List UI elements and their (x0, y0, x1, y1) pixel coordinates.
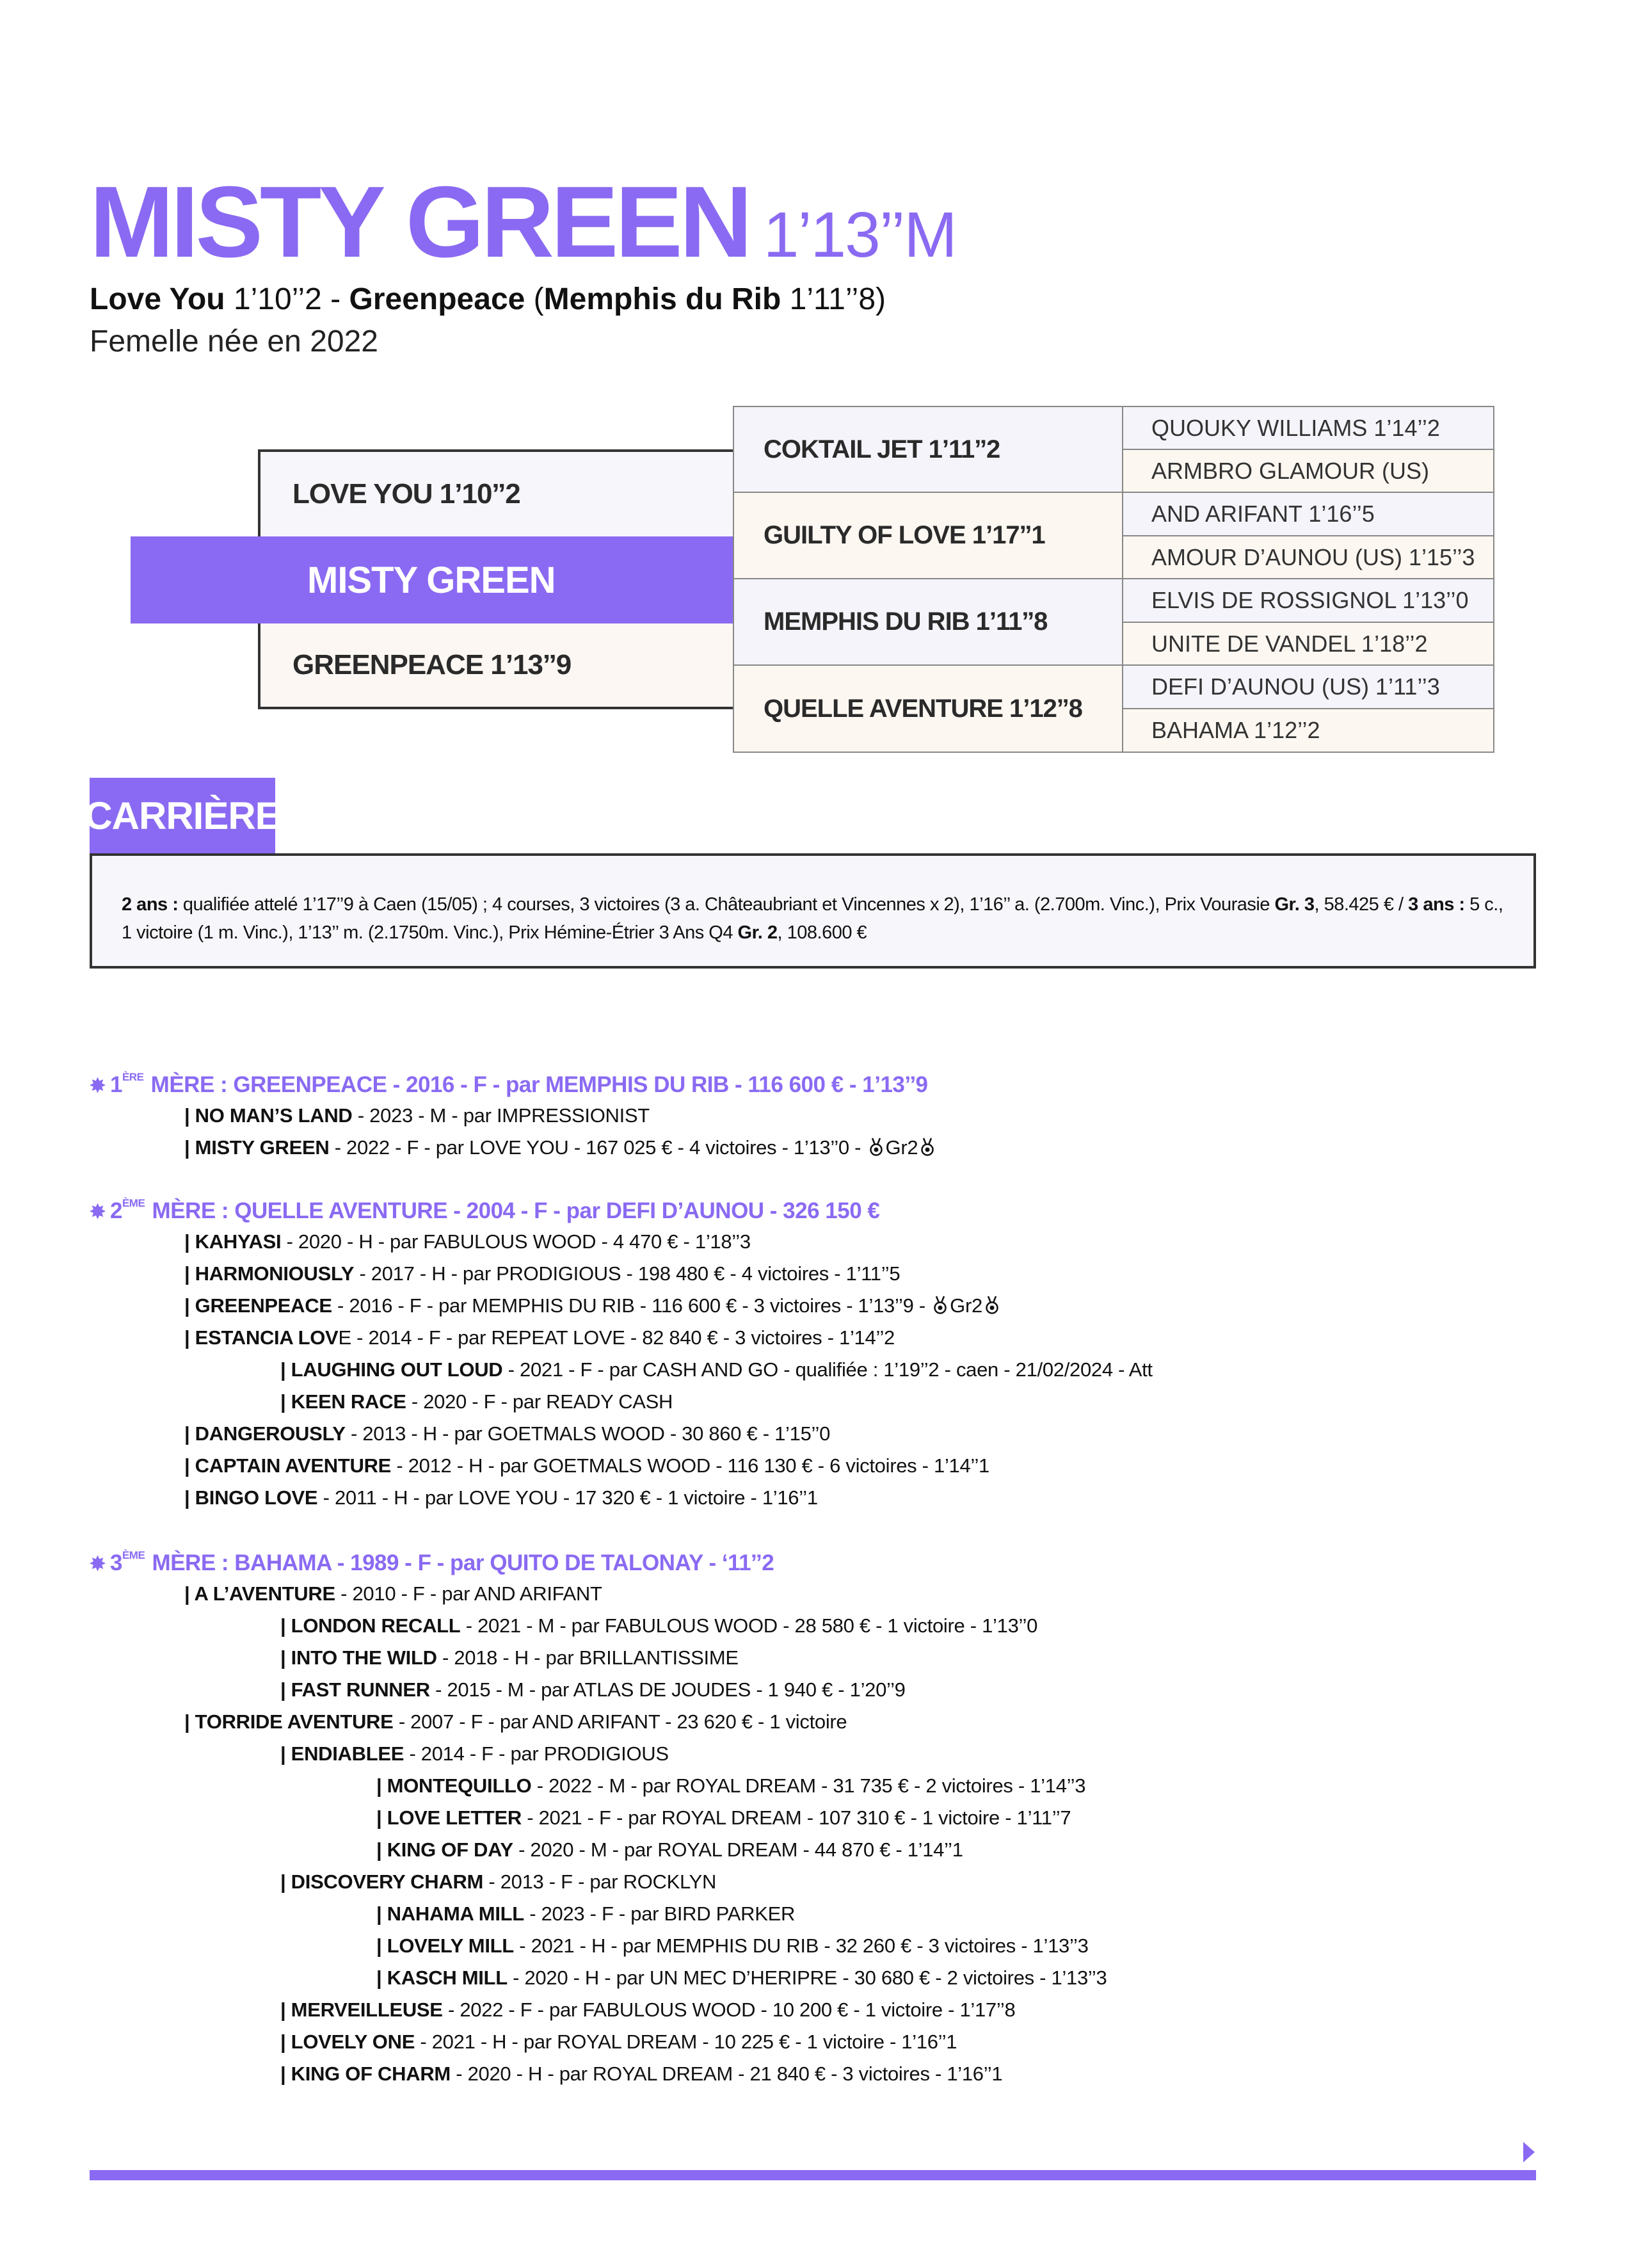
grandparent-3: MEMPHIS DU RIB 1’11’’8 (733, 579, 1123, 665)
great-grandparent-7: DEFI D’AUNOU (US) 1’11’’3 (1123, 665, 1494, 709)
offspring-name: | MONTEQUILLO (376, 1774, 532, 1797)
pedigree-sire: LOVE YOU 1’10’’2 (258, 449, 733, 536)
dam-rank-suffix: ÈME (122, 1549, 145, 1561)
offspring-details: - 2020 - H - par FABULOUS WOOD - 4 470 € - 1’18’’3 (281, 1230, 751, 1253)
career-age-3: 3 ans : (1408, 894, 1465, 915)
offspring-line (280, 1742, 669, 1765)
offspring-name: | LONDON RECALL (280, 1614, 461, 1637)
offspring-line (280, 2031, 957, 2054)
footer-bar (90, 2170, 1536, 2180)
offspring-name: | FAST RUNNER (280, 1678, 430, 1701)
career-grade: Gr. 2 (737, 922, 778, 943)
offspring-line (280, 1870, 716, 1894)
great-grandparent-5: ELVIS DE ROSSIGNOL 1’13’’0 (1123, 579, 1494, 622)
offspring-line (280, 1614, 1037, 1637)
offspring-line (280, 1678, 906, 1701)
great-grandparent-6: UNITE DE VANDEL 1’18’’2 (1123, 622, 1494, 665)
next-page-arrow-icon[interactable] (1523, 2142, 1535, 2162)
offspring-line (184, 1262, 900, 1285)
dam-heading-text: MÈRE : QUELLE AVENTURE - 2004 - F - par DEFI D’AUNOU - 326 150 € (146, 1198, 880, 1223)
offspring-name: | LAUGHING OUT LOUD (280, 1358, 503, 1381)
star-bullet-icon: ✸ (90, 1202, 106, 1223)
offspring-details: - 2020 - H - par ROYAL DREAM - 21 840 € - 3 victoires - 1’16’’1 (450, 2063, 1003, 2085)
offspring-name: | BINGO LOVE (184, 1486, 318, 1509)
offspring-line (184, 1326, 895, 1349)
career-text: , 58.425 € / (1314, 894, 1409, 915)
second-dam-heading (90, 1198, 879, 1224)
offspring-line (280, 1646, 739, 1669)
offspring-name: | LOVELY ONE (280, 2031, 415, 2053)
offspring-line (184, 1136, 937, 1159)
sire-record: 1’10’’2 (233, 282, 322, 316)
career-text: qualifiée attelé 1’17’’9 à Caen (15/05) ; 4 courses, 3 victoires (3 a. Châteaubriant et Vincennes x 2), 1’16’’ a. (2.700m. Vinc.), Prix Vourasie (178, 894, 1275, 915)
dam-sire-record: 1’11’’8 (789, 282, 876, 316)
offspring-details: - 2020 - M - par ROYAL DREAM - 44 870 € - 1’14’’1 (513, 1838, 963, 1861)
career-section-title: CARRIÈRE (90, 778, 275, 853)
pedigree-horse: MISTY GREEN (131, 536, 733, 623)
offspring-name: | DISCOVERY CHARM (280, 1870, 484, 1893)
offspring-name: | CAPTAIN AVENTURE (184, 1454, 392, 1477)
third-dam-heading (90, 1550, 774, 1576)
offspring-line (280, 1999, 1015, 2022)
offspring-name: | NO MAN’S LAND (184, 1104, 353, 1127)
offspring-line (376, 1774, 1085, 1798)
great-grandparent-8: BAHAMA 1’12’’2 (1123, 709, 1494, 752)
career-text: 1 victoire (1 m. Vinc.), 1’13’’ m. (2.1750m. Vinc.), Prix Hémine-Étrier 3 Ans Q4 (122, 922, 738, 943)
horse-title (90, 166, 956, 278)
dam-rank: 2 (110, 1198, 122, 1223)
first-dam-heading (90, 1072, 928, 1098)
dam-heading-text: MÈRE : GREENPEACE - 2016 - F - par MEMPHIS DU RIB - 116 600 € - 1’13’’9 (145, 1072, 928, 1097)
career-summary (90, 853, 1536, 969)
offspring-details: - 2022 - F - par FABULOUS WOOD - 10 200 € - 1 victoire - 1’17’’8 (442, 1999, 1016, 2021)
offspring-line (184, 1710, 847, 1733)
sire-name: Love You (90, 282, 225, 316)
offspring-name: | MISTY GREEN (184, 1136, 330, 1159)
group-grade: Gr2 (950, 1294, 982, 1317)
offspring-name: | A L’AVENTURE (184, 1582, 335, 1605)
offspring-details: - 2023 - F - par BIRD PARKER (524, 1902, 796, 1925)
offspring-line (280, 1358, 1153, 1381)
offspring-details: - 2007 - F - par AND ARIFANT - 23 620 € - 1 victoire (393, 1710, 847, 1733)
birth-info: Femelle née en 2022 (90, 325, 378, 358)
offspring-name: | KING OF DAY (376, 1838, 513, 1861)
offspring-details: - 2020 - H - par UN MEC D’HERIPRE - 30 680 € - 2 victoires - 1’13’’3 (507, 1966, 1107, 1989)
offspring-line (184, 1454, 989, 1477)
offspring-details: - 2020 - F - par READY CASH (406, 1390, 673, 1413)
pedigree-ancestors-table (733, 406, 1494, 753)
great-grandparent-4: AMOUR D’AUNOU (US) 1’15’’3 (1123, 536, 1494, 579)
offspring-details: E - 2014 - F - par REPEAT LOVE - 82 840 € - 3 victoires - 1’14’’2 (338, 1326, 895, 1349)
offspring-name: | ENDIABLEE (280, 1742, 404, 1765)
offspring-name: | ESTANCIA LOV (184, 1326, 339, 1349)
offspring-name: | LOVELY MILL (376, 1934, 514, 1957)
group-grade: Gr2 (885, 1136, 918, 1159)
horse-record: 1’13’’M (763, 199, 956, 271)
parentage-line: Love You 1’10’’2 - Greenpeace (Memphis du Rib 1’11’’8) (90, 282, 886, 316)
offspring-line (184, 1294, 1002, 1317)
dam-rank-suffix: ÈRE (122, 1071, 144, 1083)
offspring-name: | DANGEROUSLY (184, 1422, 346, 1445)
offspring-details: - 2018 - H - par BRILLANTISSIME (436, 1646, 739, 1669)
offspring-details: - 2021 - F - par ROYAL DREAM - 107 310 € - 1 victoire - 1’11’’7 (521, 1806, 1071, 1829)
medal-icon (931, 1296, 950, 1315)
offspring-line (376, 1902, 795, 1926)
offspring-line (280, 2063, 1002, 2086)
star-bullet-icon: ✸ (90, 1075, 106, 1097)
offspring-line (376, 1806, 1071, 1830)
star-bullet-icon: ✸ (90, 1554, 106, 1575)
horse-name: MISTY GREEN (90, 166, 749, 278)
offspring-name: | TORRIDE AVENTURE (184, 1710, 394, 1733)
medal-icon (982, 1296, 1002, 1315)
offspring-details: - 2021 - F - par CASH AND GO - qualifiée : 1’19’’2 - caen - 21/02/2024 - Att (502, 1358, 1153, 1381)
offspring-details: - 2021 - M - par FABULOUS WOOD - 28 580 € - 1 victoire - 1’13’’0 (460, 1614, 1038, 1637)
offspring-details: - 2016 - F - par MEMPHIS DU RIB - 116 600 € - 3 victoires - 1’13’’9 - (332, 1294, 931, 1317)
career-text: 5 c., (1464, 894, 1503, 915)
great-grandparent-3: AND ARIFANT 1’16’’5 (1123, 492, 1494, 536)
offspring-name: | LOVE LETTER (376, 1806, 522, 1829)
offspring-name: | GREENPEACE (184, 1294, 332, 1317)
offspring-details: - 2022 - F - par LOVE YOU - 167 025 € - 4 victoires - 1’13’’0 - (329, 1136, 867, 1159)
offspring-name: | KAHYASI (184, 1230, 282, 1253)
great-grandparent-2: ARMBRO GLAMOUR (US) (1123, 449, 1494, 492)
offspring-details: - 2013 - H - par GOETMALS WOOD - 30 860 € - 1’15’’0 (345, 1422, 831, 1445)
career-text: , 108.600 € (777, 922, 867, 943)
offspring-name: | KEEN RACE (280, 1390, 406, 1413)
great-grandparent-1: QUOUKY WILLIAMS 1’14’’2 (1123, 406, 1494, 449)
offspring-line (184, 1230, 751, 1253)
medal-icon (918, 1138, 937, 1157)
career-age-2: 2 ans : (122, 894, 179, 915)
offspring-details: - 2012 - H - par GOETMALS WOOD - 116 130 € - 6 victoires - 1’14’’1 (391, 1454, 989, 1477)
offspring-name: | MERVEILLEUSE (280, 1999, 443, 2021)
offspring-name: | HARMONIOUSLY (184, 1262, 355, 1285)
pedigree-dam: GREENPEACE 1’13’’9 (258, 623, 733, 709)
dam-rank: 1 (110, 1072, 122, 1097)
offspring-line (184, 1104, 650, 1127)
career-grade: Gr. 3 (1274, 894, 1315, 915)
grandparent-2: GUILTY OF LOVE 1’17’’1 (733, 492, 1123, 579)
offspring-details: - 2023 - M - par IMPRESSIONIST (352, 1104, 650, 1127)
offspring-line (184, 1582, 602, 1605)
offspring-name: | KING OF CHARM (280, 2063, 451, 2085)
grandparent-4: QUELLE AVENTURE 1’12’’8 (733, 665, 1123, 752)
dam-name: Greenpeace (349, 282, 525, 316)
offspring-details: - 2011 - H - par LOVE YOU - 17 320 € - 1 victoire - 1’16’’1 (317, 1486, 818, 1509)
dam-heading-text: MÈRE : BAHAMA - 1989 - F - par QUITO DE TALONAY - ‘11’’2 (146, 1550, 774, 1575)
offspring-details: - 2022 - M - par ROYAL DREAM - 31 735 € - 2 victoires - 1’14’’3 (531, 1774, 1086, 1797)
offspring-name: | INTO THE WILD (280, 1646, 437, 1669)
offspring-details: - 2010 - F - par AND ARIFANT (335, 1582, 602, 1605)
dam-rank-suffix: ÈME (122, 1197, 145, 1209)
medal-icon (867, 1138, 886, 1157)
grandparent-1: COKTAIL JET 1’11’’2 (733, 406, 1123, 492)
offspring-line (184, 1422, 830, 1445)
offspring-details: - 2013 - F - par ROCKLYN (483, 1870, 717, 1893)
dam-sire-name: Memphis du Rib (543, 282, 781, 316)
offspring-details: - 2021 - H - par ROYAL DREAM - 10 225 € - 1 victoire - 1’16’’1 (415, 2031, 957, 2053)
offspring-line (376, 1838, 963, 1862)
offspring-details: - 2017 - H - par PRODIGIOUS - 198 480 € - 4 victoires - 1’11’’5 (354, 1262, 901, 1285)
offspring-line (376, 1934, 1089, 1958)
offspring-line (376, 1966, 1107, 1990)
offspring-line (184, 1486, 818, 1509)
offspring-details: - 2014 - F - par PRODIGIOUS (404, 1742, 669, 1765)
dam-rank: 3 (110, 1550, 122, 1575)
offspring-name: | NAHAMA MILL (376, 1902, 524, 1925)
offspring-line (280, 1390, 673, 1413)
offspring-details: - 2015 - M - par ATLAS DE JOUDES - 1 940 € - 1’20’’9 (429, 1678, 906, 1701)
offspring-details: - 2021 - H - par MEMPHIS DU RIB - 32 260 € - 3 victoires - 1’13’’3 (513, 1934, 1089, 1957)
offspring-name: | KASCH MILL (376, 1966, 508, 1989)
